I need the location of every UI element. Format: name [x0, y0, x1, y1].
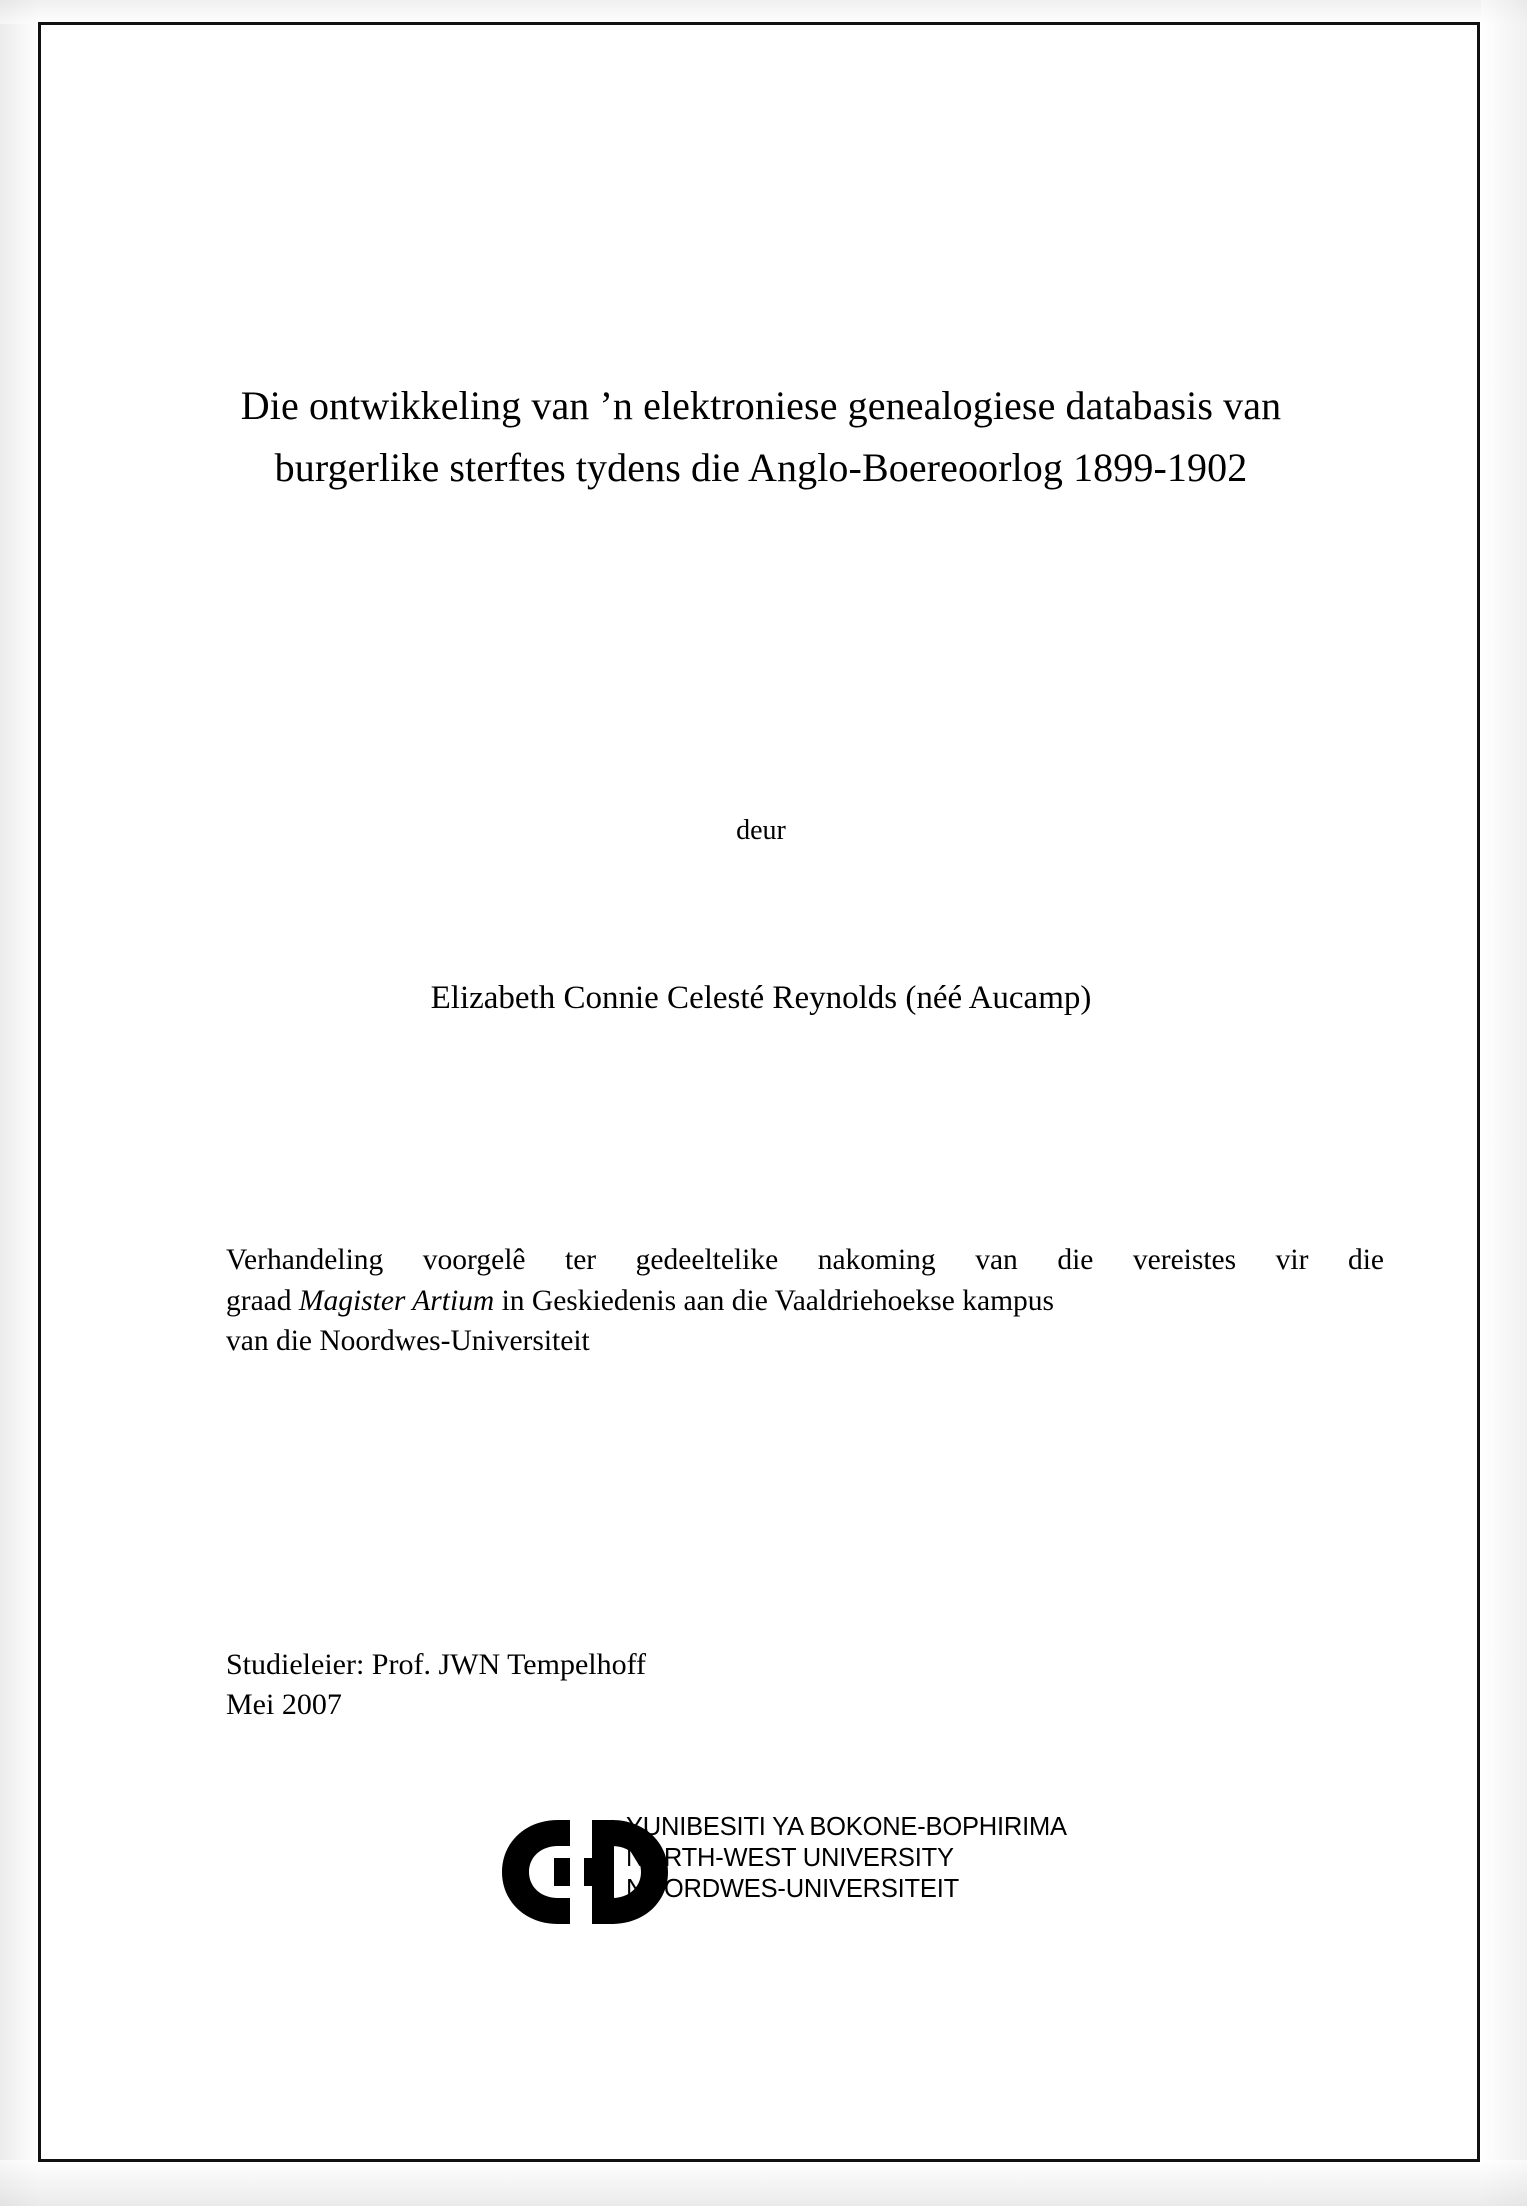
degree-name-italic: Magister Artium [298, 1284, 495, 1317]
page-title [161, 375, 1361, 499]
degree-statement-line-2-prefix: graad [226, 1284, 299, 1317]
scan-edge-shading-bottom [0, 2160, 1527, 2206]
logo-text-line-1: YUNIBESITI YA BOKONE-BOPHIRIMA [626, 1813, 1067, 1841]
supervisor-line: Studieleier: Prof. JWN Tempelhoff [226, 1648, 647, 1681]
degree-statement-line-2 [226, 1281, 1384, 1322]
by-label: deur [736, 815, 786, 846]
university-logo-text [626, 1812, 1067, 1905]
degree-statement-line-3: van die Noordwes-Universiteit [226, 1325, 590, 1358]
supervisor-and-date [226, 1645, 646, 1724]
title-line-2: burgerlike sterftes tydens die Anglo-Boereoorlog 1899-1902 [274, 445, 1248, 490]
date-line: Mei 2007 [226, 1687, 342, 1721]
scan-edge-shading-top [0, 0, 1527, 24]
logo-text-line-2: NORTH-WEST UNIVERSITY [626, 1844, 954, 1873]
title-page-content [41, 25, 1477, 2159]
university-logo-block [496, 1810, 1136, 1940]
title-line-1: Die ontwikkeling van ’n elektroniese genealogiese databasis van [240, 383, 1282, 428]
logo-text-line-3: NOORDWES-UNIVERSITEIT [626, 1875, 959, 1904]
page-border-frame [38, 22, 1480, 2162]
degree-statement-line-2-suffix: in Geskiedenis aan die Vaaldriehoekse kampus [494, 1284, 1054, 1317]
author-name: Elizabeth Connie Celesté Reynolds (néé Aucamp) [430, 980, 1092, 1016]
degree-statement-line-1: Verhandeling voorgelê ter gedeeltelike nakoming van die vereistes vir die [226, 1244, 1384, 1276]
scan-edge-shading-left [0, 0, 40, 2206]
scan-edge-shading-right [1481, 0, 1527, 2206]
degree-statement [226, 1240, 1384, 1362]
